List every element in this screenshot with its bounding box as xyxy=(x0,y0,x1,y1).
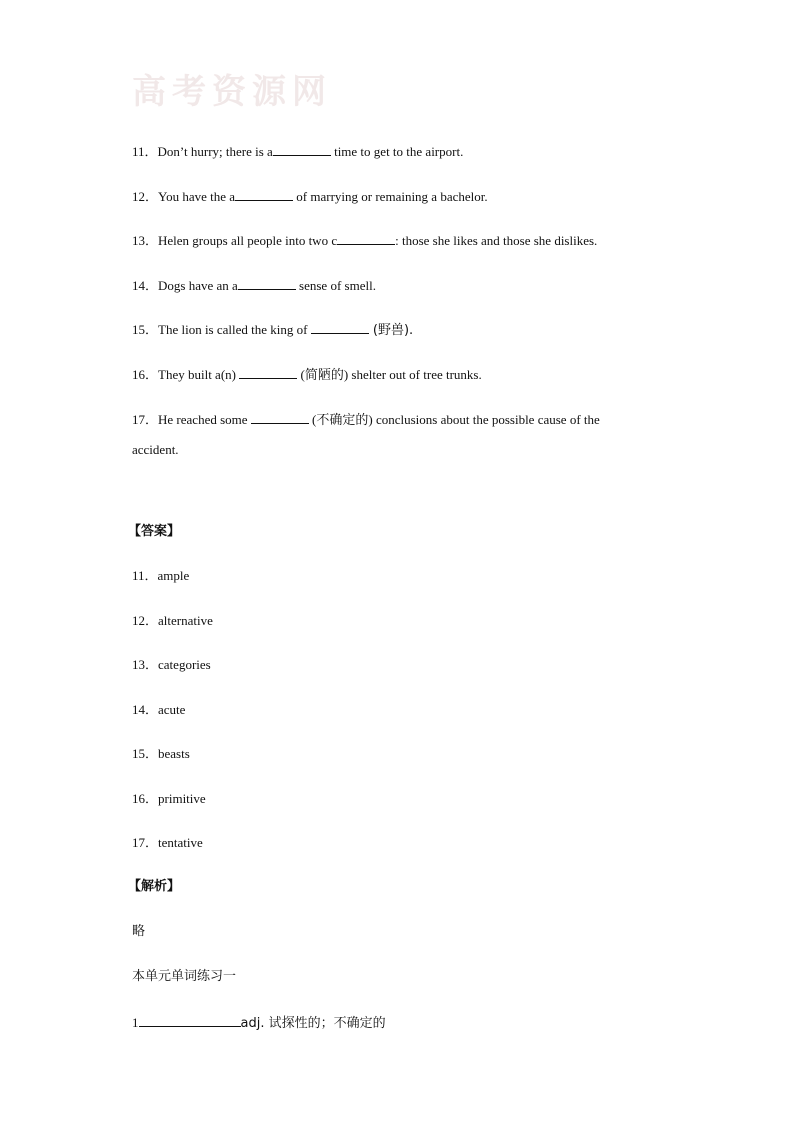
watermark-logo: 高考资源网 xyxy=(132,72,332,112)
answer-number: 12． xyxy=(132,613,159,628)
question-number: 17． xyxy=(132,412,159,427)
section-title: 本单元单词练习一 xyxy=(132,969,237,984)
question-11 xyxy=(132,143,463,160)
question-15 xyxy=(132,321,413,339)
answer-word: ample xyxy=(157,568,190,583)
answer-blank[interactable] xyxy=(311,321,369,334)
answer-number: 16． xyxy=(132,791,159,806)
question-text: (简陋的) shelter out of tree trunks. xyxy=(297,367,482,382)
answer-blank[interactable] xyxy=(251,411,309,424)
answer-number: 14． xyxy=(132,702,159,717)
question-text: Don’t hurry; there is a xyxy=(157,144,273,159)
analysis-text: 略 xyxy=(132,924,146,939)
question-text: They built a(n) xyxy=(158,367,240,382)
question-text: (野兽). xyxy=(368,323,414,338)
question-number: 16． xyxy=(132,367,159,382)
answer-item xyxy=(132,613,213,629)
answer-number: 15． xyxy=(132,746,159,761)
exercise-number: 1 xyxy=(132,1015,139,1030)
answer-blank[interactable] xyxy=(273,143,331,156)
answer-blank[interactable] xyxy=(337,232,395,245)
question-number: 15． xyxy=(132,322,159,337)
question-13 xyxy=(132,232,597,249)
answer-item xyxy=(132,657,211,673)
question-17 xyxy=(132,411,600,428)
exercise-item xyxy=(132,1014,386,1032)
question-text: Dogs have an a xyxy=(158,278,238,293)
answer-blank[interactable] xyxy=(139,1014,241,1027)
answer-blank[interactable] xyxy=(239,366,297,379)
question-text: sense of smell. xyxy=(295,278,376,293)
answer-word: tentative xyxy=(158,835,203,850)
answer-word: acute xyxy=(158,702,186,717)
answer-word: primitive xyxy=(158,791,206,806)
analysis-heading: 【解析】 xyxy=(128,879,181,894)
question-number: 14． xyxy=(132,278,159,293)
answer-word: alternative xyxy=(158,613,213,628)
question-text: He reached some xyxy=(158,412,251,427)
question-text: (不确定的) conclusions about the possible cause of the xyxy=(308,412,600,427)
answer-number: 13． xyxy=(132,657,159,672)
question-17-continuation: accident. xyxy=(132,442,179,457)
answer-word: beasts xyxy=(158,746,190,761)
answer-number: 11． xyxy=(132,568,158,583)
question-text: of marrying or remaining a bachelor. xyxy=(293,189,488,204)
answer-item xyxy=(132,791,206,807)
question-14 xyxy=(132,277,376,294)
question-text: time to get to the airport. xyxy=(330,144,464,159)
answer-blank[interactable] xyxy=(238,277,296,290)
answer-item xyxy=(132,702,185,718)
question-text: Helen groups all people into two c xyxy=(158,233,338,248)
question-text: The lion is called the king of xyxy=(158,322,311,337)
question-number: 12． xyxy=(132,189,159,204)
answer-item xyxy=(132,746,190,762)
question-number: 13． xyxy=(132,233,159,248)
answer-number: 17． xyxy=(132,835,159,850)
exercise-definition: adj. 试探性的；不确定的 xyxy=(240,1016,386,1031)
answer-word: categories xyxy=(158,657,211,672)
answer-item xyxy=(132,835,203,851)
answer-item xyxy=(132,568,189,584)
answer-heading: 【答案】 xyxy=(128,524,181,539)
question-16 xyxy=(132,366,482,383)
question-12 xyxy=(132,188,488,205)
question-number: 11． xyxy=(132,144,158,159)
answer-blank[interactable] xyxy=(235,188,293,201)
question-text: You have the a xyxy=(158,189,236,204)
question-text: : those she likes and those she dislikes. xyxy=(395,233,598,248)
